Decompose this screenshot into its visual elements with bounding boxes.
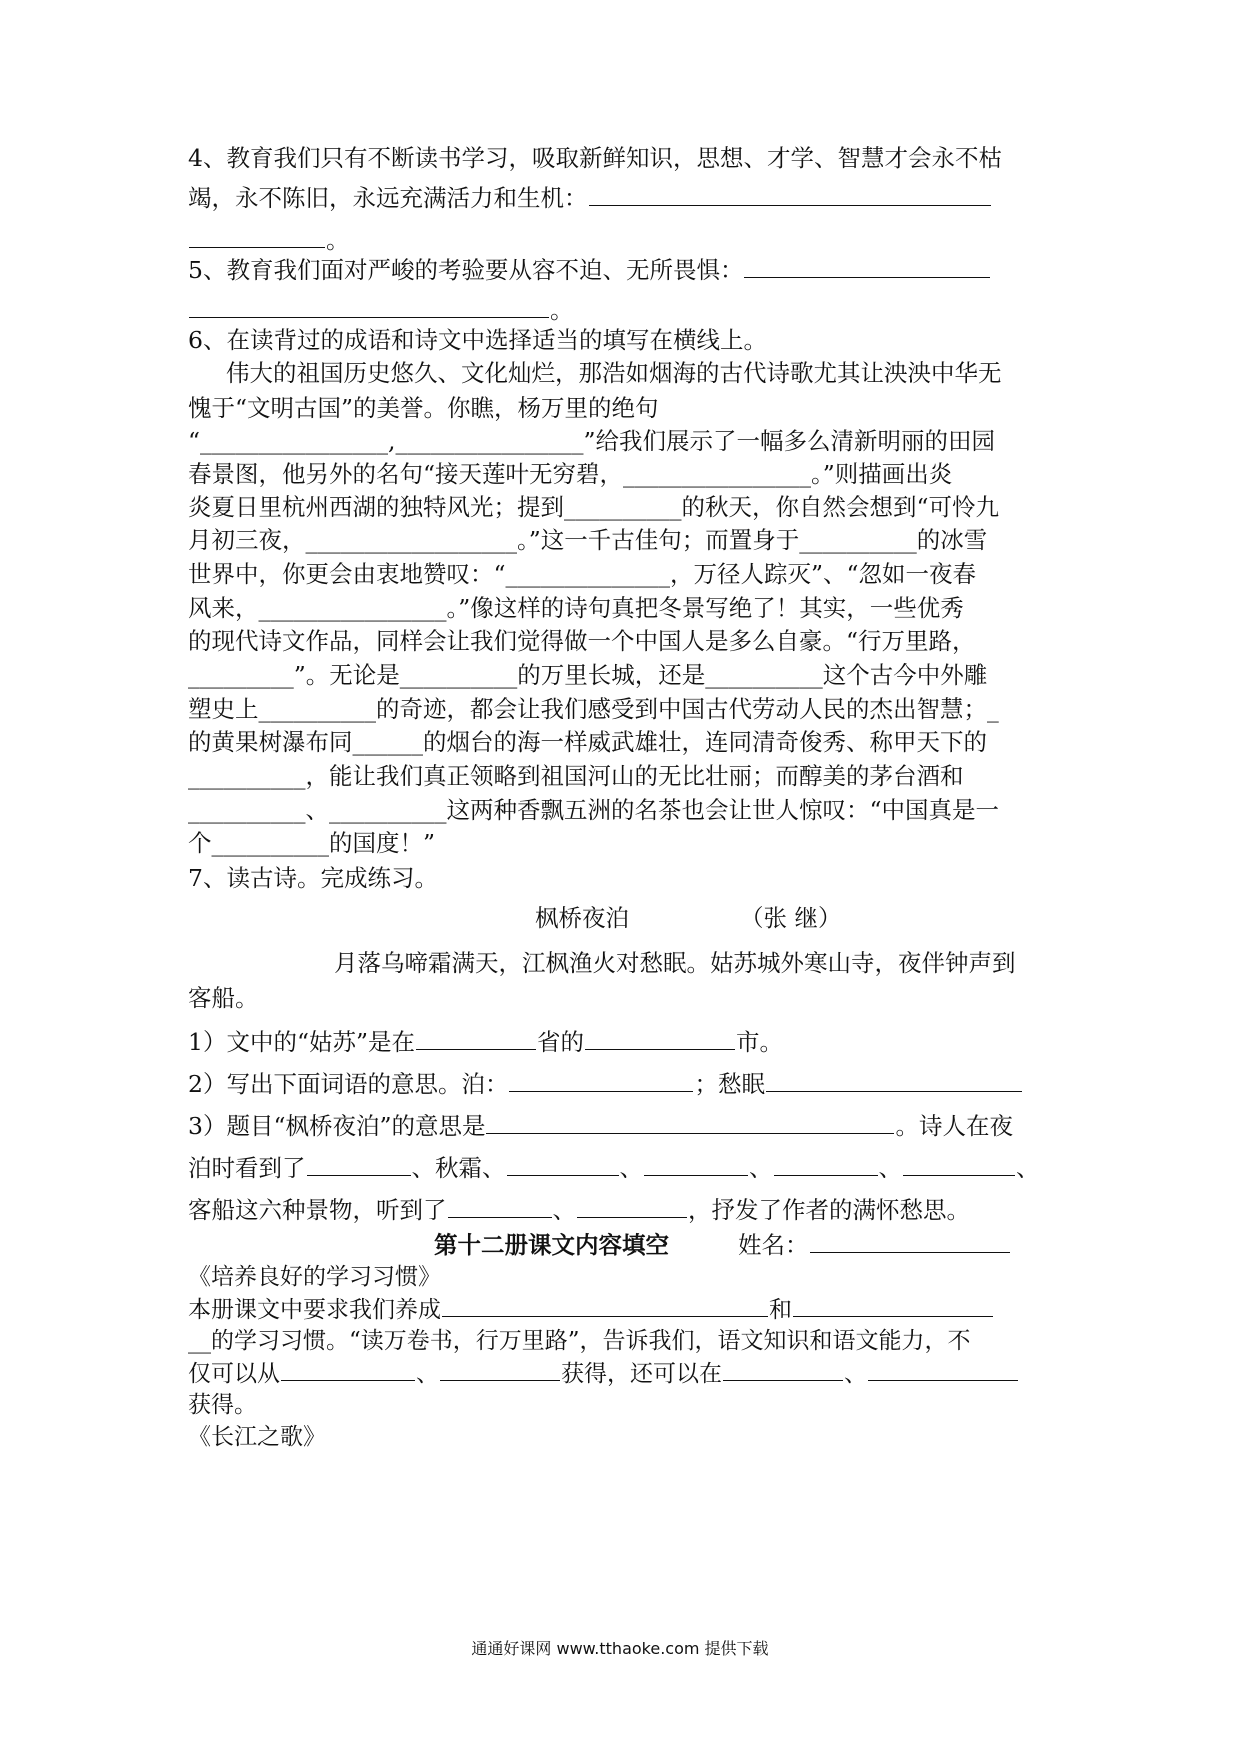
separator: 、 bbox=[552, 1196, 576, 1224]
q7-sub-2-text: 2）写出下面词语的意思。泊： bbox=[188, 1070, 509, 1098]
answer-blank[interactable] bbox=[486, 1111, 894, 1134]
section-line bbox=[188, 1358, 1068, 1389]
separator: 、 bbox=[749, 1154, 773, 1182]
separator: 、 bbox=[844, 1361, 867, 1387]
q6-line: _________”。无论是__________的万里长城，还是__________这个古今中外雕 bbox=[188, 661, 988, 689]
q6-line: 塑史上__________的奇迹，都会让我们感受到中国古代劳动人民的杰出智慧；_ bbox=[188, 695, 999, 723]
answer-blank[interactable] bbox=[644, 1153, 748, 1176]
answer-blank[interactable] bbox=[189, 225, 325, 248]
section-text: 和 bbox=[769, 1297, 792, 1323]
footer-credit: 通通好课网 www.tthaoke.com 提供下载 bbox=[471, 1639, 769, 1658]
q6-line: 的黄果树瀑布同______的烟台的海一样威武雄壮，连同清奇俊秀、称甲天下的 bbox=[188, 728, 987, 756]
q5-line-1 bbox=[188, 252, 1068, 288]
separator: 、 bbox=[1016, 1154, 1040, 1182]
q6-line: 月初三夜，__________________。”这一千古佳句；而置身于__________的冰雪 bbox=[188, 526, 988, 554]
q4-line-1: 4、教育我们只有不断读书学习，吸取新鲜知识，思想、才学、智慧才会永不枯 bbox=[188, 144, 1002, 172]
name-field bbox=[738, 1227, 1058, 1263]
q5-text: 5、教育我们面对严峻的考验要从容不迫、无所畏惧： bbox=[188, 256, 744, 284]
q6-line: 炎夏日里杭州西湖的独特风光；提到__________的秋天，你自然会想到“可怜九 bbox=[188, 493, 1000, 521]
q7-sub-3-text: 客船这六种景物，听到了 bbox=[188, 1196, 447, 1224]
q6-line: __________、__________这两种香飘五洲的名茶也会让世人惊叹：“中国真是一 bbox=[188, 796, 1000, 824]
section-heading: 第十二册课文内容填空 bbox=[434, 1231, 669, 1259]
q6-line: 愧于“文明古国”的美誉。你瞧，杨万里的绝句 bbox=[188, 394, 659, 422]
q6-line: 风来，________________。”像这样的诗句真把冬景写绝了！其实，一些优秀 bbox=[188, 594, 964, 622]
answer-blank[interactable] bbox=[723, 1358, 843, 1381]
name-input[interactable] bbox=[810, 1230, 1010, 1253]
answer-blank[interactable] bbox=[448, 1195, 552, 1218]
answer-blank[interactable] bbox=[766, 1069, 1022, 1092]
q7-sub-3 bbox=[188, 1108, 1068, 1144]
q7-sub-2 bbox=[188, 1066, 1068, 1102]
answer-blank[interactable] bbox=[793, 1294, 993, 1317]
q7-sub-3-text: ，抒发了作者的满怀愁思。 bbox=[688, 1196, 970, 1224]
q7-sub-1-text: 市。 bbox=[735, 1028, 783, 1056]
answer-blank[interactable] bbox=[744, 255, 990, 278]
poem-title: 枫桥夜泊 bbox=[535, 904, 629, 932]
q7-sub-2-text: ；愁眠 bbox=[694, 1070, 765, 1098]
answer-blank[interactable] bbox=[442, 1294, 768, 1317]
q7-sub-1-text: 1）文中的“姑苏”是在 bbox=[188, 1028, 415, 1056]
answer-blank[interactable] bbox=[307, 1153, 411, 1176]
q7-sub-3-text: 。诗人在夜 bbox=[895, 1112, 1013, 1140]
poem-author: （张 继） bbox=[740, 904, 842, 932]
answer-blank[interactable] bbox=[509, 1069, 693, 1092]
section-line: __的学习习惯。“读万卷书，行万里路”，告诉我们，语文知识和语文能力，不 bbox=[188, 1328, 971, 1354]
lesson-title: 《长江之歌》 bbox=[188, 1424, 326, 1450]
lesson-title: 《培养良好的学习习惯》 bbox=[188, 1264, 441, 1290]
answer-blank[interactable] bbox=[868, 1358, 1018, 1381]
poem-line-2: 客船。 bbox=[188, 984, 259, 1012]
answer-blank[interactable] bbox=[440, 1358, 560, 1381]
q6-line: 个__________的国度！” bbox=[188, 829, 436, 857]
poem-line-1: 月落乌啼霜满天，江枫渔火对愁眠。姑苏城外寒山寺，夜伴钟声到 bbox=[334, 949, 1016, 977]
q7-sub-1-text: 省的 bbox=[536, 1028, 584, 1056]
q6-line: 伟大的祖国历史悠久、文化灿烂，那浩如烟海的古代诗歌尤其让泱泱中华无 bbox=[226, 359, 1002, 387]
q7-sub-3-cont bbox=[188, 1150, 1068, 1186]
q4-text: 竭，永不陈旧，永远充满活力和生机： bbox=[188, 184, 588, 212]
section-text: 获得，还可以在 bbox=[561, 1361, 722, 1387]
q7-sub-3-end bbox=[188, 1192, 1068, 1228]
q6-line: 的现代诗文作品，同样会让我们觉得做一个中国人是多么自豪。“行万里路， bbox=[188, 627, 976, 655]
q7-title: 7、读古诗。完成练习。 bbox=[188, 864, 438, 892]
answer-blank[interactable] bbox=[903, 1153, 1015, 1176]
answer-blank[interactable] bbox=[281, 1358, 415, 1381]
separator: 、 bbox=[619, 1154, 643, 1182]
answer-blank[interactable] bbox=[189, 295, 549, 318]
section-text: 仅可以从 bbox=[188, 1361, 280, 1387]
answer-blank[interactable] bbox=[507, 1153, 619, 1176]
section-line bbox=[188, 1294, 1068, 1325]
q7-sub-3-text: 泊时看到了 bbox=[188, 1154, 306, 1182]
q7-sub-3-text: 3）题目“枫桥夜泊”的意思是 bbox=[188, 1112, 486, 1140]
section-line: 获得。 bbox=[188, 1392, 257, 1418]
period: 。 bbox=[326, 226, 350, 254]
answer-blank[interactable] bbox=[585, 1027, 735, 1050]
answer-blank[interactable] bbox=[774, 1153, 878, 1176]
answer-blank[interactable] bbox=[416, 1027, 536, 1050]
q7-sub-3-text: 、秋霜、 bbox=[411, 1154, 506, 1182]
section-text: 本册课文中要求我们养成 bbox=[188, 1297, 441, 1323]
q4-line-2 bbox=[188, 180, 1068, 216]
name-label: 姓名： bbox=[738, 1231, 809, 1259]
period: 。 bbox=[550, 296, 574, 324]
separator: 、 bbox=[878, 1154, 902, 1182]
q6-line: “________________,________________”给我们展示了一幅多么清新明丽的田园 bbox=[188, 427, 995, 455]
answer-blank[interactable] bbox=[577, 1195, 687, 1218]
q6-line: 春景图，他另外的名句“接天莲叶无穷碧，________________。”则描画出炎 bbox=[188, 460, 953, 488]
q7-sub-1 bbox=[188, 1024, 1068, 1060]
answer-blank[interactable] bbox=[589, 183, 991, 206]
q6-line: 世界中，你更会由衷地赞叹：“______________，万径人踪灭”、“忽如一夜春 bbox=[188, 560, 977, 588]
q6-title: 6、在读背过的成语和诗文中选择适当的填写在横线上。 bbox=[188, 326, 767, 354]
separator: 、 bbox=[416, 1361, 439, 1387]
q6-line: __________，能让我们真正领略到祖国河山的无比壮丽；而醇美的茅台酒和 bbox=[188, 762, 964, 790]
